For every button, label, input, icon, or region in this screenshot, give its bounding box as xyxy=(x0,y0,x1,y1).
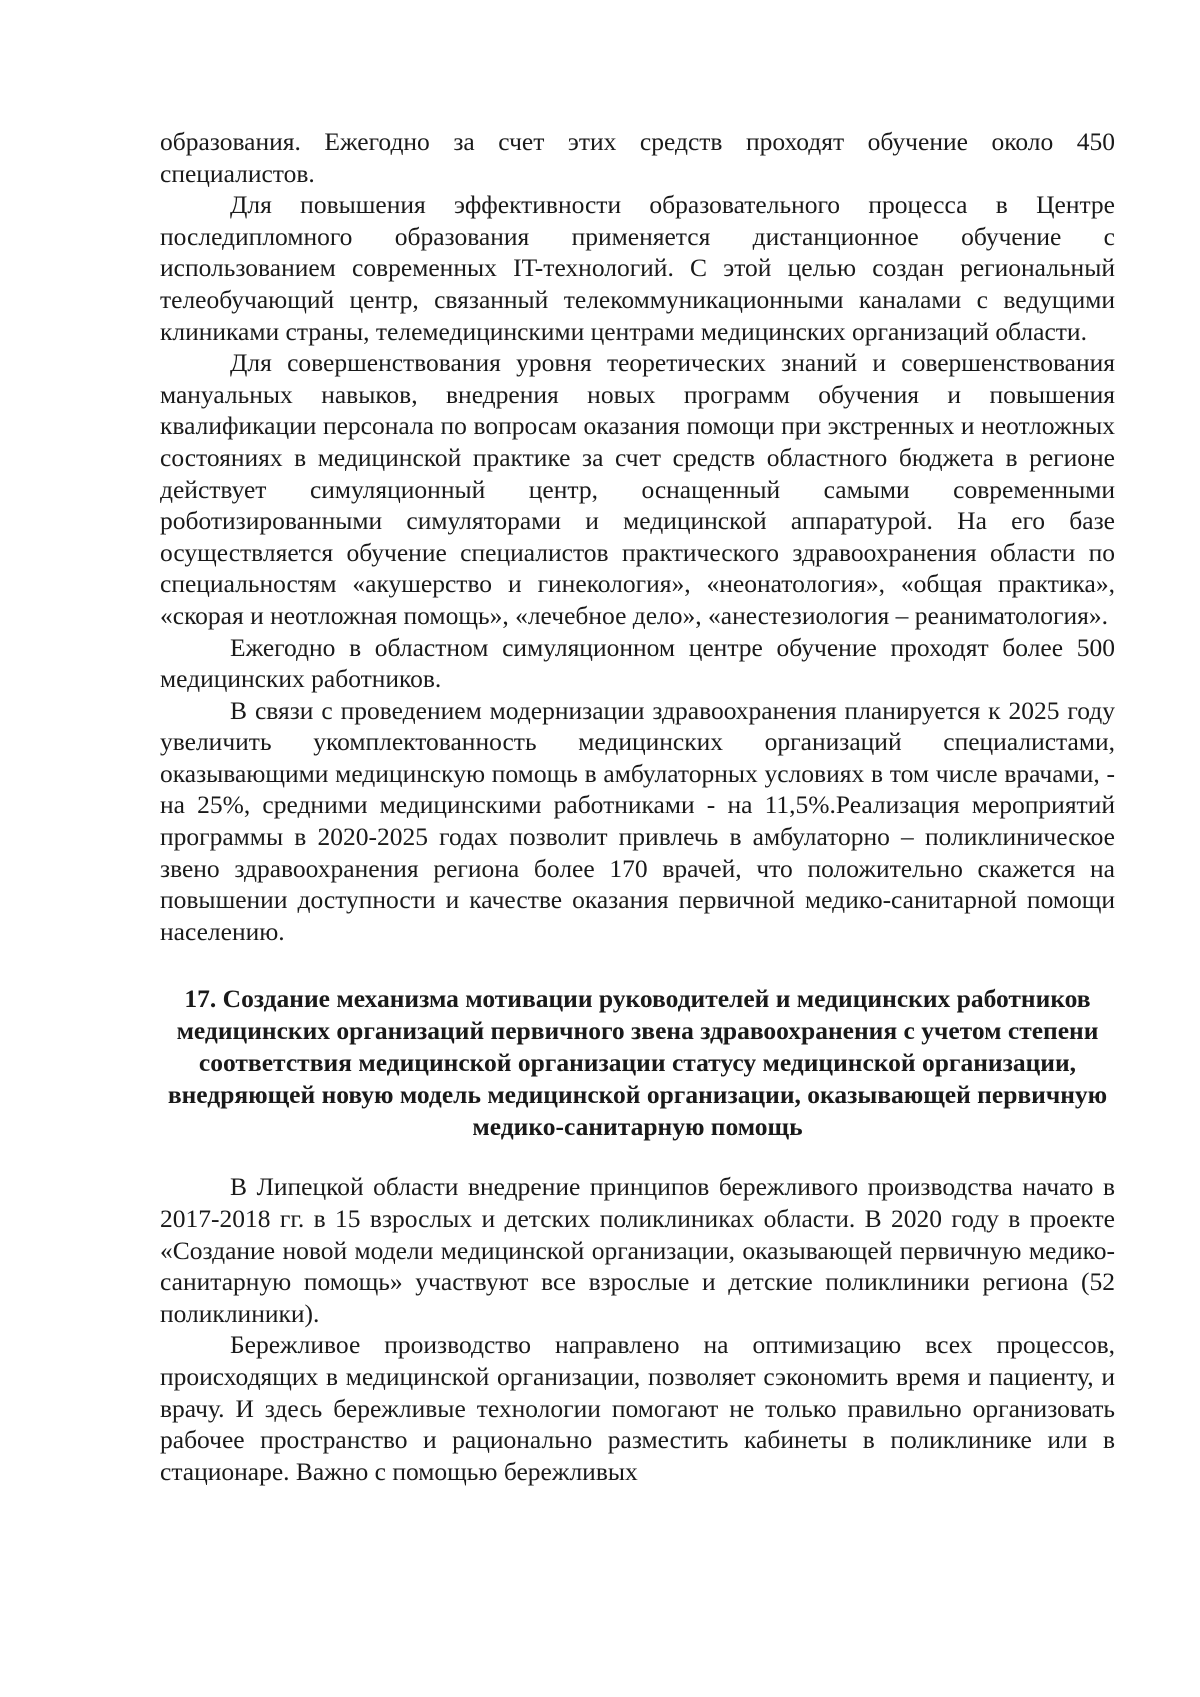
paragraph-distance-learning: Для повышения эффективности образовательного процесса в Центре последипломного образования применяется дистанционное обучение с использованием современных IT-технологий. С этой целью создан региональный телеобучающий центр, связанный телекоммуникационными каналами с ведущими клиниками страны, телемедицинскими центрами медицинских организаций области. xyxy=(160,190,1115,346)
section-heading: 17. Создание механизма мотивации руководителей и медицинских работников медицинских организаций первичного звена здравоохранения с учетом степени соответствия медицинской организации статусу медицинской организации, внедряющей новую модель медицинской организации, оказывающей первичную медико-санитарную помощь xyxy=(167,984,1108,1142)
paragraph-continuation: образования. Ежегодно за счет этих средств проходят обучение около 450 специалистов. xyxy=(160,127,1115,188)
paragraph-modernization: В связи с проведением модернизации здравоохранения планируется к 2025 году увеличить укомплектованность медицинских организаций специалистами, оказывающими медицинскую помощь в амбулаторных условиях в том числе врачами, - на 25%, средними медицинскими работниками - на 11,5%.Реализация мероприятий программы в 2020-2025 годах позволит привлечь в амбулаторно – поликлиническое звено здравоохранения региона более 170 врачей, что положительно скажется на повышении доступности и качестве оказания первичной медико-санитарной помощи населению. xyxy=(160,695,1115,946)
paragraph-lean-production-intro: В Липецкой области внедрение принципов бережливого производства начато в 2017-2018 гг. в 15 взрослых и детских поликлиниках области. В 2020 году в проекте «Создание новой модели медицинской организации, оказывающей первичную медико-санитарную помощь» участвуют все взрослые и детские поликлиники региона (52 поликлиники). xyxy=(160,1172,1115,1328)
paragraph-annual-training: Ежегодно в областном симуляционном центре обучение проходят более 500 медицинских работников. xyxy=(160,632,1115,694)
paragraph-simulation-center: Для совершенствования уровня теоретических знаний и совершенствования мануальных навыков, внедрения новых программ обучения и повышения квалификации персонала по вопросам оказания помощи при экстренных и неотложных состояниях в медицинской практике за счет средств областного бюджета в регионе действует симуляционный центр, оснащенный самыми современными роботизированными симуляторами и медицинской аппаратурой. На его базе осуществляется обучение специалистов практического здравоохранения области по специальностям «акушерство и гинекология», «неонатология», «общая практика», «скорая и неотложная помощь», «лечебное дело», «анестезиология – реаниматология». xyxy=(160,348,1115,630)
document-page xyxy=(160,126,1115,1487)
paragraph-lean-production-goals: Бережливое производство направлено на оптимизацию всех процессов, происходящих в медицинской организации, позволяет сэкономить время и пациенту, и врачу. И здесь бережливые технологии помогают не только правильно организовать рабочее пространство и рационально разместить кабинеты в поликлинике или в стационаре. Важно с помощью бережливых xyxy=(160,1330,1115,1486)
heading-spacer xyxy=(160,1143,1115,1171)
